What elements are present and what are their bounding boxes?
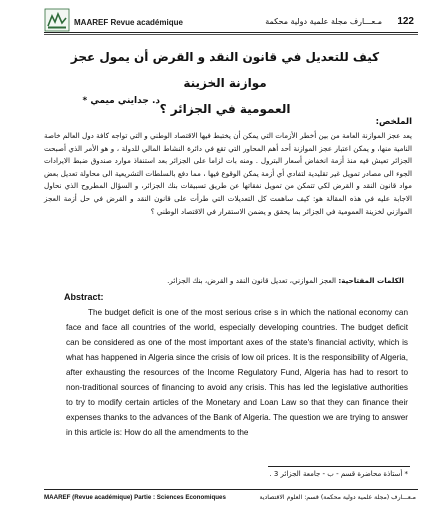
journal-logo-icon <box>44 8 70 32</box>
header-rule <box>44 32 418 33</box>
page-number: 122 <box>397 16 414 27</box>
keywords-label: الكلمات المفتاحية: <box>338 276 404 285</box>
arabic-abstract-body: يعد عجز الموازنة العامة من بين أخطر الأزمات التي يمكن أن يختبط فيها الاقتصاد الوطني و التي تواجه كافة دول العالم خاصة النامية منها، و يمكن اعتبار عجز الموازنة أحد أهم المحاور التي تقع في دائرة النشاط المالي للدولة ، و هو الأمر الذي أصبحت الجزائر تعيش فيه منذ أزمة انخفاض أسعار البترول . ومنه بات لزاما على الجزائر بعد استنفاذ موارد صندوق ضبط الايرادات الجوء الى مصادر تمويل غير تقليدية لتفادي أي أزمة يمكن الوقوع فيها ، مما دفع بالسلطات التشريعية الى محاولة تعديل بعض مواد قانون النقد و القرض لكي تتمكن من تمويل نفقاتها عن طريق تسبيقات بنك الجزائر، و السؤال المطروح الذي نحاول الاجابة عليه في هذه المقالة هو: كيف ساهمت كل التعديلات التي طرأت على قانون النقد و القرض في حل أزمة العجز الموازني لخزينة العمومية في الجزائر بما يحقق و يضمن الاستقرار في الاقتصاد الوطني ؟ <box>44 131 412 216</box>
footer-journal-latin: MAAREF (Revue académique) Partie : Sciences Economiques <box>44 494 226 501</box>
page-header <box>44 8 418 34</box>
english-abstract-heading: Abstract: <box>64 292 104 302</box>
header-rule-thin <box>44 34 418 35</box>
english-abstract-text: The budget deficit is one of the most serious crise s in which the national economy can face and face all countries of the world, especially developing countries. The budget deficit can be considered as one of the most important axes of the state's financial activity, which is what has happened in Algeria since the crisis of low oil prices. It is the responsibility of Algeria, after exhausting the resources of the Income Regulatory Fund, Algeria has had to resort to non-traditional sources of financing to avoid any crisis. This has led the legislative authorities to try to modify certain articles of the Monetary and Loan Law so that they can finance their expenses thanks to the advances of the Bank of Algeria. The question we are trying to answer in this article is: How do all the amendments to the <box>66 308 408 437</box>
footnote-rule <box>268 466 410 467</box>
footer-rule <box>44 489 418 490</box>
journal-name-arabic: مـعـــارف مجلة علمية دولية محكمة <box>265 17 382 26</box>
arabic-abstract-heading: الملخص: <box>375 117 412 127</box>
article-title <box>60 44 390 122</box>
journal-name-latin: MAAREF Revue académique <box>74 18 183 27</box>
author-footnote: * أستاذة محاضرة قسم - ب - جامعة الجزائر 3 . <box>269 470 408 478</box>
title-line-2: العمومية في الجزائر ؟ <box>159 102 291 116</box>
keywords-text: العجز الموازني، تعديل قانون النقد و القرض، بنك الجزائر. <box>167 276 337 285</box>
footer-journal-arabic: مـعـــارف (مجلة علمية دولية محكمة) قسم: العلوم الاقتصادية <box>259 494 416 501</box>
title-line-1: كيف للتعديل في قانون النقد و القرض أن يمول عجز موازنة الخزينة <box>70 50 380 90</box>
arabic-keywords <box>44 276 404 285</box>
author-name: د. جدايني ميمي * <box>82 96 160 106</box>
english-abstract-body <box>66 305 408 440</box>
